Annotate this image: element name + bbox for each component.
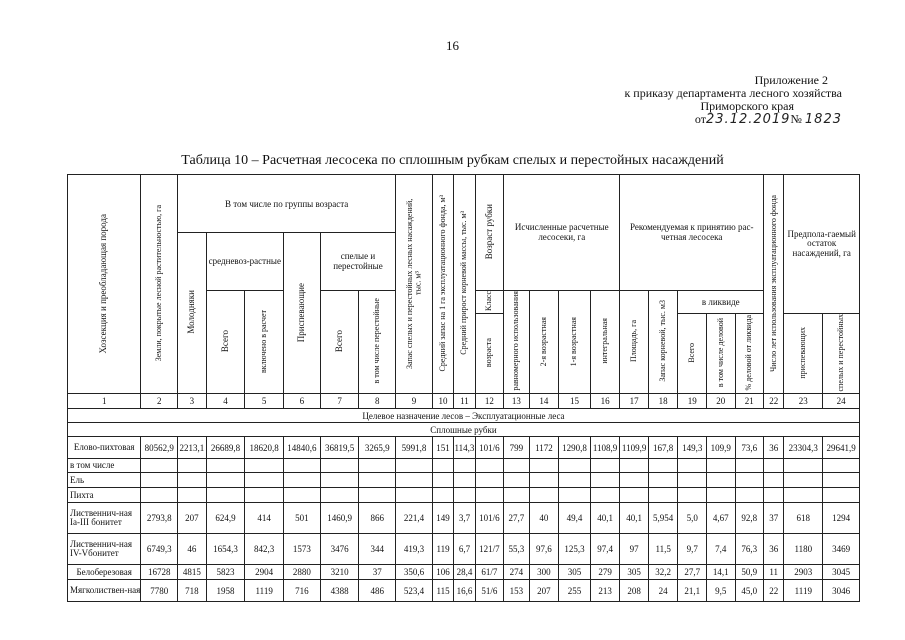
table-cell bbox=[141, 488, 178, 503]
table-cell: 2903 bbox=[784, 565, 823, 580]
table-cell: 1108,9 bbox=[590, 437, 620, 459]
col-number: 11 bbox=[454, 394, 475, 409]
table-cell: 109,9 bbox=[706, 437, 735, 459]
table-cell bbox=[396, 459, 433, 473]
data-rows bbox=[68, 437, 860, 602]
table-cell bbox=[706, 473, 735, 488]
table-cell bbox=[764, 488, 784, 503]
table-cell bbox=[141, 473, 178, 488]
table-cell bbox=[590, 488, 620, 503]
table-cell: 16728 bbox=[141, 565, 178, 580]
table-cell: 255 bbox=[559, 580, 591, 602]
col-number: 2 bbox=[141, 394, 178, 409]
row-species-name: Лиственнич-ная IV-Vбонитет bbox=[68, 534, 141, 565]
table-cell: 1290,8 bbox=[559, 437, 591, 459]
table-cell bbox=[320, 459, 359, 473]
column-numbers-row bbox=[68, 394, 860, 409]
table-cell bbox=[359, 473, 396, 488]
table-cell bbox=[206, 459, 245, 473]
table-cell bbox=[359, 459, 396, 473]
table-cell: 1172 bbox=[529, 437, 559, 459]
header-mature-stock: Запас спелых и перестойных лесных насаждений, тыс. м³ bbox=[396, 175, 433, 394]
table-cell bbox=[504, 488, 529, 503]
table-cell bbox=[284, 488, 321, 503]
table-cell: 718 bbox=[178, 580, 207, 602]
col-number: 6 bbox=[284, 394, 321, 409]
table-cell: 618 bbox=[784, 503, 823, 534]
table-cell bbox=[454, 488, 475, 503]
table-cell bbox=[359, 488, 396, 503]
row-species-name: Ель bbox=[68, 473, 141, 488]
table-cell: 97 bbox=[620, 534, 649, 565]
table-cell bbox=[735, 473, 764, 488]
col-number: 10 bbox=[432, 394, 453, 409]
table-cell: 2904 bbox=[245, 565, 284, 580]
table-cell: 40,1 bbox=[620, 503, 649, 534]
table-cell: 6,7 bbox=[454, 534, 475, 565]
table-cell bbox=[648, 488, 678, 503]
table-cell: 5,954 bbox=[648, 503, 678, 534]
table-cell: 14,1 bbox=[706, 565, 735, 580]
table-cell: 153 bbox=[504, 580, 529, 602]
table-cell: 1294 bbox=[823, 503, 860, 534]
table-cell: 300 bbox=[529, 565, 559, 580]
table-cell: 14840,6 bbox=[284, 437, 321, 459]
table-cell: 523,4 bbox=[396, 580, 433, 602]
col-number: 14 bbox=[529, 394, 559, 409]
table-cell: 114,3 bbox=[454, 437, 475, 459]
table-cell bbox=[620, 473, 649, 488]
table-cell: 624,9 bbox=[206, 503, 245, 534]
table-cell: 73,6 bbox=[735, 437, 764, 459]
header-mature: спелые и перестойные bbox=[320, 233, 395, 291]
table-cell bbox=[706, 459, 735, 473]
table-cell bbox=[590, 459, 620, 473]
header-integral: интегральная bbox=[590, 291, 620, 394]
table-cell bbox=[823, 488, 860, 503]
table-cell bbox=[648, 473, 678, 488]
table-cell: 119 bbox=[432, 534, 453, 565]
table-cell: 305 bbox=[559, 565, 591, 580]
table-cell bbox=[529, 459, 559, 473]
header-uniform: равномерного использования bbox=[504, 291, 529, 394]
table-cell bbox=[245, 459, 284, 473]
table-cell bbox=[823, 473, 860, 488]
table-cell: 76,3 bbox=[735, 534, 764, 565]
col-number: 4 bbox=[206, 394, 245, 409]
table-cell: 207 bbox=[529, 580, 559, 602]
table-cell bbox=[475, 488, 504, 503]
table-cell: 3469 bbox=[823, 534, 860, 565]
table-cell bbox=[784, 459, 823, 473]
header-maturing: Приспевающие bbox=[284, 233, 321, 394]
header-rem-mature: спелых и перестойных bbox=[823, 313, 860, 394]
table-cell bbox=[559, 488, 591, 503]
table-cell: 11 bbox=[764, 565, 784, 580]
table-cell bbox=[784, 488, 823, 503]
row-species-name: Елово-пихтовая bbox=[68, 437, 141, 459]
table-cell: 101/6 bbox=[475, 437, 504, 459]
table-cell: 7780 bbox=[141, 580, 178, 602]
header-first-age: 1-я возрастная bbox=[559, 291, 591, 394]
table-cell: 1573 bbox=[284, 534, 321, 565]
header-middle-aged: средневоз-растные bbox=[206, 233, 283, 291]
col-number: 23 bbox=[784, 394, 823, 409]
table-cell bbox=[529, 488, 559, 503]
table-cell: 866 bbox=[359, 503, 396, 534]
table-row bbox=[68, 437, 860, 459]
table-cell: 16,6 bbox=[454, 580, 475, 602]
table-cell: 6749,3 bbox=[141, 534, 178, 565]
table-cell: 125,3 bbox=[559, 534, 591, 565]
col-number: 21 bbox=[735, 394, 764, 409]
table-cell bbox=[529, 473, 559, 488]
table-cell bbox=[396, 488, 433, 503]
table-cell: 274 bbox=[504, 565, 529, 580]
col-number: 15 bbox=[559, 394, 591, 409]
table-cell: 106 bbox=[432, 565, 453, 580]
table-row bbox=[68, 580, 860, 602]
table-cell: 97,6 bbox=[529, 534, 559, 565]
table-cell bbox=[396, 473, 433, 488]
table-cell: 97,4 bbox=[590, 534, 620, 565]
table-cell: 36 bbox=[764, 534, 784, 565]
row-species-name: Белоберезовая bbox=[68, 565, 141, 580]
table-cell: 414 bbox=[245, 503, 284, 534]
table-cell: 716 bbox=[284, 580, 321, 602]
table-cell bbox=[206, 488, 245, 503]
forest-cut-table bbox=[67, 174, 860, 602]
table-cell bbox=[504, 459, 529, 473]
table-cell: 1460,9 bbox=[320, 503, 359, 534]
table-cell: 9,7 bbox=[678, 534, 707, 565]
table-cell: 501 bbox=[284, 503, 321, 534]
table-cell: 26689,8 bbox=[206, 437, 245, 459]
col-number: 8 bbox=[359, 394, 396, 409]
table-cell: 5991,8 bbox=[396, 437, 433, 459]
header-young: Молодняки bbox=[178, 233, 207, 394]
header-species: Хозсекция и преобладающая порода bbox=[68, 175, 141, 394]
col-number: 13 bbox=[504, 394, 529, 409]
table-cell: 40 bbox=[529, 503, 559, 534]
table-cell bbox=[706, 488, 735, 503]
table-row bbox=[68, 473, 860, 488]
table-cell: 151 bbox=[432, 437, 453, 459]
col-number: 5 bbox=[245, 394, 284, 409]
header-remaining: Предпола-гаемый остаток насаждений, га bbox=[784, 175, 860, 314]
table-cell: 28,4 bbox=[454, 565, 475, 580]
table-row bbox=[68, 503, 860, 534]
header-recommended: Рекомендуемая к принятию рас-четная лесосека bbox=[620, 175, 764, 291]
table-cell: 7,4 bbox=[706, 534, 735, 565]
table-cell bbox=[784, 473, 823, 488]
table-cell: 799 bbox=[504, 437, 529, 459]
table-cell: 3265,9 bbox=[359, 437, 396, 459]
appendix-line-1: Приложение 2 bbox=[754, 73, 828, 87]
table-cell: 149,3 bbox=[678, 437, 707, 459]
header-rem-maturing: приспевающих bbox=[784, 313, 823, 394]
col-number: 1 bbox=[68, 394, 141, 409]
table-cell: 221,4 bbox=[396, 503, 433, 534]
col-number: 9 bbox=[396, 394, 433, 409]
table-cell: 344 bbox=[359, 534, 396, 565]
table-cell: 21,1 bbox=[678, 580, 707, 602]
table-cell bbox=[320, 488, 359, 503]
header-business-percent: % деловой от ликвида bbox=[735, 313, 764, 394]
row-species-name: Пихта bbox=[68, 488, 141, 503]
table-cell: 101/6 bbox=[475, 503, 504, 534]
section-title: Целевое назначение лесов – Эксплуатационные леса bbox=[68, 409, 860, 423]
table-cell bbox=[320, 473, 359, 488]
col-number: 18 bbox=[648, 394, 678, 409]
table-row bbox=[68, 534, 860, 565]
table-cell: 1180 bbox=[784, 534, 823, 565]
table-cell bbox=[764, 473, 784, 488]
header-liquid: в ликвиде bbox=[678, 291, 764, 314]
table-cell: 3210 bbox=[320, 565, 359, 580]
table-cell: 22 bbox=[764, 580, 784, 602]
header-second-age: 2-я возрастная bbox=[529, 291, 559, 394]
header-mid-included: включено в расчет bbox=[245, 291, 284, 394]
col-number: 24 bbox=[823, 394, 860, 409]
table-cell bbox=[648, 459, 678, 473]
header-mid-total: Всего bbox=[206, 291, 245, 394]
table-cell bbox=[245, 488, 284, 503]
table-cell: 208 bbox=[620, 580, 649, 602]
table-cell bbox=[432, 473, 453, 488]
table-cell: 1109,9 bbox=[620, 437, 649, 459]
col-number: 16 bbox=[590, 394, 620, 409]
table-cell bbox=[178, 473, 207, 488]
table-cell bbox=[206, 473, 245, 488]
table-cell: 2880 bbox=[284, 565, 321, 580]
table-cell: 305 bbox=[620, 565, 649, 580]
table-cell bbox=[823, 459, 860, 473]
header-mature-total: Всего bbox=[320, 291, 359, 394]
page-number: 16 bbox=[446, 38, 459, 53]
appendix-header bbox=[542, 74, 842, 126]
table-cell: 4388 bbox=[320, 580, 359, 602]
header-avg-stock: Средний запас на 1 га эксплуатационного фонда, м³ bbox=[432, 175, 453, 394]
table-cell bbox=[678, 488, 707, 503]
table-cell bbox=[559, 459, 591, 473]
table-cell: 1654,3 bbox=[206, 534, 245, 565]
table-cell bbox=[178, 488, 207, 503]
appendix-no: № bbox=[790, 112, 802, 126]
header-covered-land: Земли, покрытые лесной растительностью, га bbox=[141, 175, 178, 394]
table-cell bbox=[432, 459, 453, 473]
table-cell: 3046 bbox=[823, 580, 860, 602]
table-cell bbox=[141, 459, 178, 473]
table-cell: 279 bbox=[590, 565, 620, 580]
table-cell bbox=[454, 473, 475, 488]
table-cell: 5,0 bbox=[678, 503, 707, 534]
table-cell: 55,3 bbox=[504, 534, 529, 565]
table-cell: 2793,8 bbox=[141, 503, 178, 534]
table-cell: 167,8 bbox=[648, 437, 678, 459]
table-cell: 49,4 bbox=[559, 503, 591, 534]
table-cell: 3476 bbox=[320, 534, 359, 565]
subsection-title: Сплошные рубки bbox=[68, 423, 860, 437]
header-root-stock: Запас корневой, тыс. м3 bbox=[648, 291, 678, 394]
header-overmature: в том числе перестойные bbox=[359, 291, 396, 394]
table-cell bbox=[620, 459, 649, 473]
table-cell: 27,7 bbox=[504, 503, 529, 534]
table-cell bbox=[475, 473, 504, 488]
table-cell: 4,67 bbox=[706, 503, 735, 534]
handwritten-number: 1823 bbox=[804, 112, 842, 127]
appendix-ot: от bbox=[694, 112, 707, 126]
table-row bbox=[68, 565, 860, 580]
header-age-groups: В том числе по группы возраста bbox=[178, 175, 396, 233]
table-cell: 3045 bbox=[823, 565, 860, 580]
table-cell bbox=[475, 459, 504, 473]
header-years-use: Число лет использования эксплуатационного фонда bbox=[764, 175, 784, 394]
table-cell: 45,0 bbox=[735, 580, 764, 602]
table-cell: 5823 bbox=[206, 565, 245, 580]
header-liquid-business: в том числе деловой bbox=[706, 313, 735, 394]
table-row bbox=[68, 459, 860, 473]
table-cell: 419,3 bbox=[396, 534, 433, 565]
table-cell: 11,5 bbox=[648, 534, 678, 565]
table-cell: 36819,5 bbox=[320, 437, 359, 459]
table-cell: 46 bbox=[178, 534, 207, 565]
table-cell: 121/7 bbox=[475, 534, 504, 565]
table-cell: 50,9 bbox=[735, 565, 764, 580]
table-cell: 27,7 bbox=[678, 565, 707, 580]
appendix-line-2: к приказу департамента лесного хозяйства bbox=[624, 86, 842, 100]
header-class: Класс bbox=[475, 291, 504, 314]
table-cell bbox=[590, 473, 620, 488]
table-cell: 842,3 bbox=[245, 534, 284, 565]
col-number: 17 bbox=[620, 394, 649, 409]
table-cell: 3,7 bbox=[454, 503, 475, 534]
table-row bbox=[68, 488, 860, 503]
table-cell: 9,5 bbox=[706, 580, 735, 602]
table-cell: 80562,9 bbox=[141, 437, 178, 459]
table-cell bbox=[764, 459, 784, 473]
table-cell: 37 bbox=[359, 565, 396, 580]
header-area: Площадь, га bbox=[620, 291, 649, 394]
col-number: 7 bbox=[320, 394, 359, 409]
table-cell bbox=[178, 459, 207, 473]
table-cell: 61/7 bbox=[475, 565, 504, 580]
header-calculated: Исчисленные расчетные лесосеки, га bbox=[504, 175, 620, 291]
table-cell bbox=[504, 473, 529, 488]
table-cell bbox=[735, 459, 764, 473]
table-cell: 32,2 bbox=[648, 565, 678, 580]
table-cell: 37 bbox=[764, 503, 784, 534]
table-cell bbox=[620, 488, 649, 503]
col-number: 3 bbox=[178, 394, 207, 409]
header-age: возраста bbox=[475, 313, 504, 394]
table-cell bbox=[735, 488, 764, 503]
table-cell: 1119 bbox=[245, 580, 284, 602]
col-number: 20 bbox=[706, 394, 735, 409]
table-cell: 24 bbox=[648, 580, 678, 602]
table-cell bbox=[284, 473, 321, 488]
handwritten-date: 23.12.2019 bbox=[706, 112, 791, 127]
table-cell: 149 bbox=[432, 503, 453, 534]
table-cell bbox=[678, 459, 707, 473]
table-cell bbox=[245, 473, 284, 488]
table-cell: 350,6 bbox=[396, 565, 433, 580]
table-cell: 4815 bbox=[178, 565, 207, 580]
table-cell bbox=[559, 473, 591, 488]
table-cell bbox=[678, 473, 707, 488]
table-cell: 213 bbox=[590, 580, 620, 602]
table-cell: 18620,8 bbox=[245, 437, 284, 459]
table-title: Таблица 10 – Расчетная лесосека по сплошным рубкам спелых и перестойных насаждений bbox=[181, 153, 724, 168]
row-species-name: Лиственнич-ная Ia-III бонитет bbox=[68, 503, 141, 534]
table-cell: 23304,3 bbox=[784, 437, 823, 459]
table-cell: 36 bbox=[764, 437, 784, 459]
table-cell: 51/6 bbox=[475, 580, 504, 602]
header-avg-growth: Средний прирост корневой массы, тыс. м³ bbox=[454, 175, 475, 394]
col-number: 12 bbox=[475, 394, 504, 409]
table-cell: 486 bbox=[359, 580, 396, 602]
header-liquid-total: Всего bbox=[678, 313, 707, 394]
table-cell: 207 bbox=[178, 503, 207, 534]
table-cell: 1119 bbox=[784, 580, 823, 602]
table-cell bbox=[454, 459, 475, 473]
col-number: 22 bbox=[764, 394, 784, 409]
table-cell: 2213,1 bbox=[178, 437, 207, 459]
table-cell: 40,1 bbox=[590, 503, 620, 534]
appendix-line-3: Приморского края bbox=[700, 99, 794, 113]
table-cell bbox=[432, 488, 453, 503]
header-cut-age: Возраст рубки bbox=[475, 175, 504, 291]
table-cell bbox=[284, 459, 321, 473]
table-cell: 92,8 bbox=[735, 503, 764, 534]
table-cell: 1958 bbox=[206, 580, 245, 602]
col-number: 19 bbox=[678, 394, 707, 409]
table-cell: 115 bbox=[432, 580, 453, 602]
row-species-name: Мягколиствен-ная bbox=[68, 580, 141, 602]
table-cell: 29641,9 bbox=[823, 437, 860, 459]
row-species-name: в том числе bbox=[68, 459, 141, 473]
